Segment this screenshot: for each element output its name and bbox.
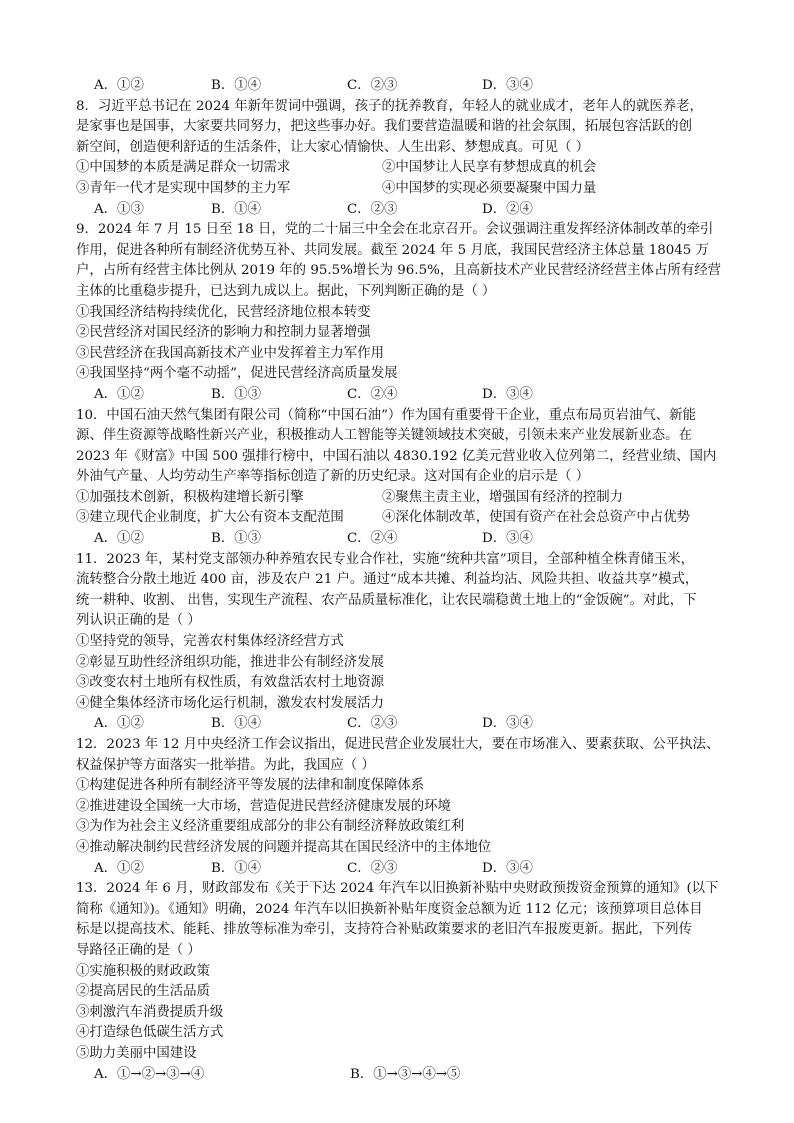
q9-options — [76, 385, 726, 406]
q13-item: ③刺激汽车消费提质升级 — [76, 1004, 224, 1020]
q13-stem-line: 简称《通知》)。《通知》明确，2024 年汽车以旧换新补贴年度资金总额为近 112 亿元；该预算项目总体目 — [76, 901, 703, 917]
q13-stem-line: 标是以提高技术、能耗、排放等标准为牵引，支持符合补贴政策要求的老旧汽车报废更新。据此，下列传 — [76, 922, 692, 938]
q10-stem-line: 2023 年《财富》中国 500 强排行榜中，中国石油以 4830.192 亿美元营业收入位列第二，经营业绩、国内 — [76, 448, 717, 464]
q10-stem-line: 外油气产量、人均劳动生产率等指标创造了新的历史纪录。这对国有企业的启示是（ ） — [76, 469, 590, 485]
option-b: B．①④ — [211, 716, 262, 732]
q11-stem-line: 流转整合分散土地近 400 亩，涉及农户 21 户。通过“成本共摊、利益均沾、风险共担、收益共享”模式， — [76, 572, 699, 588]
q11-item: ②彰显互助性经济组织功能，推进非公有制经济发展 — [76, 654, 384, 670]
q11-item: ④健全集体经济市场化运行机制，激发农村发展活力 — [76, 695, 384, 711]
option-a: A．①② — [94, 716, 144, 732]
option-a: A．①② — [94, 78, 144, 93]
q9-stem-line: 主体的比重稳步提升，已达到九成以上。据此，下列判断正确的是（ ） — [76, 283, 496, 299]
q10-options — [76, 529, 726, 550]
option-d: D．③④ — [482, 716, 533, 732]
q8-item: ④中国梦的实现必须要凝聚中国力量 — [382, 180, 597, 196]
q8-items-row — [76, 179, 726, 200]
option-c: C．②③ — [347, 201, 398, 217]
option-c: C．②③ — [347, 860, 398, 876]
option-a: A．①② — [94, 386, 144, 402]
q11-stem-line: 列认识正确的是（ ） — [76, 613, 201, 629]
q10-items-row — [76, 488, 726, 509]
q11-options — [76, 714, 726, 735]
option-b: B．①③ — [211, 386, 262, 402]
q10-stem-line: 源、伴生资源等战略性新兴产业，积极推动人工智能等关键领域技术突破，引领未来产业发展新业态。在 — [76, 428, 692, 444]
q10-stem-line: 10．中国石油天然气集团有限公司（简称“中国石油”）作为国有重要骨干企业，重点布局页岩油气、新能 — [76, 407, 696, 423]
option-c: C．②④ — [347, 386, 398, 402]
q12-item: ③为作为社会主义经济重要组成部分的非公有制经济释放政策红利 — [76, 819, 465, 835]
option-c: C．②④ — [347, 531, 398, 547]
option-b: B．①③ — [211, 531, 262, 547]
q13-item: ②提高居民的生活品质 — [76, 984, 210, 1000]
q12-item: ②推进建设全国统一大市场，营造促进民营经济健康发展的环境 — [76, 798, 451, 814]
q13-stem-line: 13．2024 年 6 月，财政部发布《关于下达 2024 年汽车以旧换新补贴中央财政预拨资金预算的通知》(以下 — [76, 881, 719, 897]
q9-item: ④我国坚持“两个毫不动摇”，促进民营经济高质量发展 — [76, 366, 398, 382]
q11-stem-line: 11．2023 年，某村党支部领办种养殖农民专业合作社，实施“统种共富”项目，全部种植全株青储玉米， — [76, 551, 695, 567]
q9-stem-line: 户，占所有经营主体比例从 2019 年的 95.5%增长为 96.5%，且高新技术产业民营经济经营主体占所有经营 — [76, 263, 722, 279]
q9-stem-line: 9．2024 年 7 月 15 日至 18 日，党的二十届三中全会在北京召开。会议强调注重发挥经济体制改革的牵引 — [76, 222, 714, 238]
q12-item: ①构建促进各种所有制经济平等发展的法律和制度保障体系 — [76, 778, 425, 794]
option-d: D．③④ — [482, 531, 533, 547]
option-b: B．①④ — [211, 201, 262, 217]
option-b: B．①④ — [211, 78, 262, 93]
option-a: A．①② — [94, 531, 144, 547]
q10-item: ④深化体制改革，使国有资产在社会总资产中占优势 — [382, 510, 690, 526]
q8-stem-line: 新空间，创造便利舒适的生活条件，让大家心情愉快、人生出彩、梦想成真。可见（ ） — [76, 139, 590, 155]
q13-item: ④打造绿色低碳生活方式 — [76, 1025, 224, 1041]
option-c: C．②③ — [347, 716, 398, 732]
q9-item: ②民营经济对国民经济的影响力和控制力显著增强 — [76, 325, 371, 341]
q8-item: ③青年一代才是实现中国梦的主力军 — [76, 180, 291, 196]
q12-stem-line: 权益保护等方面落实一批举措。为此，我国应（ ） — [76, 757, 375, 773]
option-d: D．③④ — [482, 386, 533, 402]
q12-options — [76, 859, 726, 880]
q9-item: ①我国经济结构持续优化，民营经济地位根本转变 — [76, 304, 371, 320]
q12-stem-line: 12．2023 年 12 月中央经济工作会议指出，促进民营企业发展壮大，要在市场准入、要素获取、公平执法、 — [76, 737, 720, 752]
q8-stem-line: 8．习近平总书记在 2024 年新年贺词中强调，孩子的抚养教育，年轻人的就业成才，老年人的就医养老， — [76, 98, 703, 114]
q8-stem-line: 是家事也是国事，大家要共同努力，把这些事办好。我们要营造温暖和谐的社会氛围，拓展包容活跃的创 — [76, 119, 692, 135]
q9-item: ③民营经济在我国高新技术产业中发挥着主力军作用 — [76, 345, 384, 361]
q10-item: ①加强技术创新，积极构建增长新引擎 — [76, 489, 304, 505]
q8-items-row — [76, 158, 726, 179]
q8-options — [76, 200, 726, 221]
q8-item: ①中国梦的本质是满足群众一切需求 — [76, 160, 291, 176]
q12-item: ④推动解决制约民营经济发展的问题并提高其在国民经济中的主体地位 — [76, 839, 492, 855]
q13-stem-line: 导路径正确的是（ ） — [76, 942, 201, 958]
q11-stem-line: 统一耕种、收割、 出售，实现生产流程、农产品质量标准化，让农民端稳黄土地上的“金饭碗”。对此，下 — [76, 592, 697, 608]
option-b: B．①→③→④→⑤ — [350, 1066, 461, 1082]
q13-options — [76, 1065, 726, 1086]
option-a: A．①→②→③→④ — [94, 1066, 205, 1082]
option-d: D．③④ — [482, 78, 533, 93]
option-a: A．①② — [94, 860, 144, 876]
option-d: D．②④ — [482, 201, 533, 217]
q7-options — [76, 76, 726, 97]
q11-item: ①坚持党的领导，完善农村集体经济经营方式 — [76, 634, 344, 650]
option-c: C．②③ — [347, 78, 398, 93]
q11-item: ③改变农村土地所有权性质，有效盘活农村土地资源 — [76, 675, 384, 691]
option-b: B．①④ — [211, 860, 262, 876]
q13-item: ⑤助力美丽中国建设 — [76, 1045, 197, 1061]
q9-stem-line: 作用，促进各种所有制经济优势互补、共同发展。截至 2024 年 5 月底，我国民营经济主体总量 18045 万 — [76, 242, 709, 258]
q8-item: ②中国梦让人民享有梦想成真的机会 — [382, 160, 597, 176]
q10-items-row — [76, 508, 726, 529]
q10-item: ③建立现代企业制度，扩大公有资本支配范围 — [76, 510, 344, 526]
q13-item: ①实施积极的财政政策 — [76, 963, 210, 979]
q10-item: ②聚焦主责主业，增强国有经济的控制力 — [382, 489, 624, 505]
option-d: D．③④ — [482, 860, 533, 876]
option-a: A．①③ — [94, 201, 144, 217]
exam-page — [76, 76, 726, 1085]
